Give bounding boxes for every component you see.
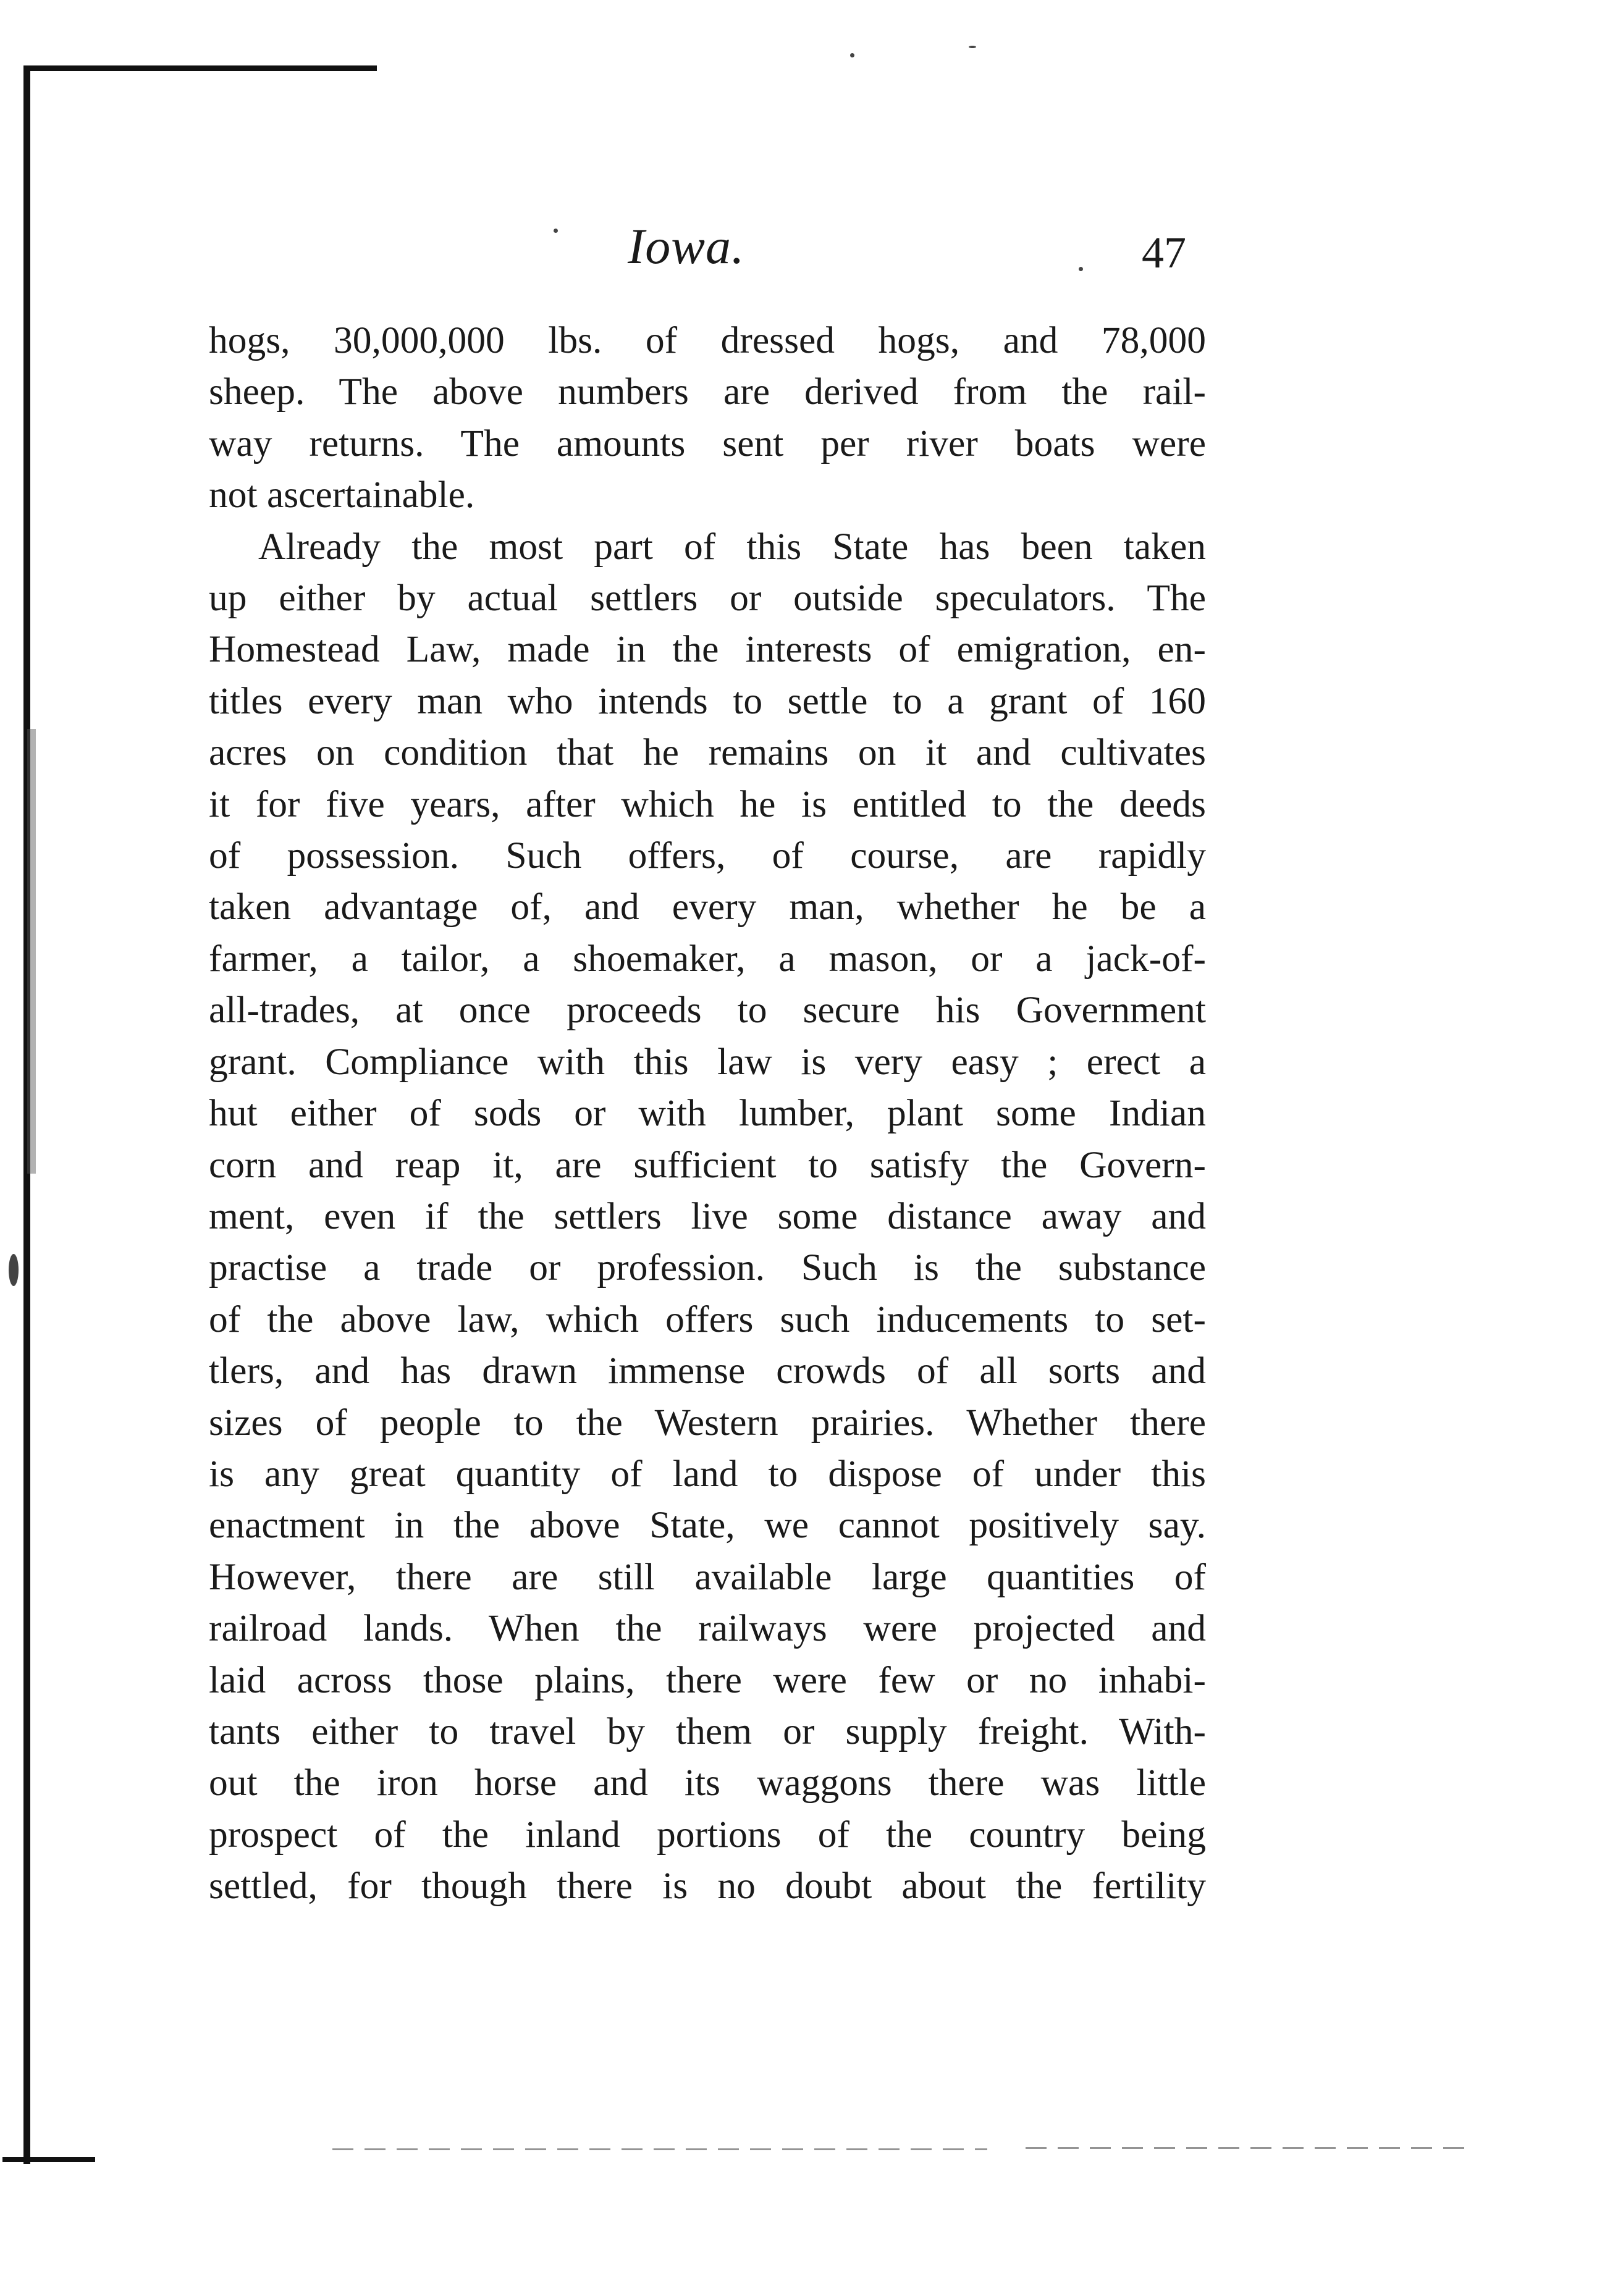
scan-speck (1079, 267, 1083, 271)
running-head: Iowa. (628, 218, 745, 274)
text-line: tants either to travel by them or supply freight. With- (209, 1710, 1206, 1752)
text-line: farmer, a tailor, a shoemaker, a mason, or a jack-of- (209, 937, 1206, 980)
text-line: laid across those plains, there were few or no inhabi- (209, 1659, 1206, 1701)
text-line: tlers, and has drawn immense crowds of all sorts and (209, 1350, 1206, 1392)
text-line: way returns. The amounts sent per river boats were (209, 422, 1206, 465)
text-line: all-trades, at once proceeds to secure his Government (209, 989, 1206, 1032)
text-line: up either by actual settlers or outside speculators. The (209, 577, 1206, 620)
text-line: prospect of the inland portions of the country being (209, 1813, 1206, 1856)
text-line: taken advantage of, and every man, whether he be a (209, 886, 1206, 928)
page-number: 47 (1142, 228, 1186, 277)
text-line: settled, for though there is no doubt about the fertility (209, 1865, 1206, 1907)
scan-edge-noise (27, 729, 36, 1174)
scan-speck (850, 53, 854, 57)
text-line: sheep. The above numbers are derived from the rail- (209, 371, 1206, 413)
text-line: grant. Compliance with this law is very easy ; erect a (209, 1040, 1206, 1083)
text-line: of possession. Such offers, of course, are rapidly (209, 835, 1206, 877)
text-line: However, there are still available large quantities of (209, 1555, 1206, 1598)
scan-speck (9, 1254, 19, 1286)
scan-speck (554, 229, 558, 233)
text-line: is any great quantity of land to dispose of under this (209, 1452, 1206, 1495)
text-line: sizes of people to the Western prairies. Whether there (209, 1401, 1206, 1444)
text-line: corn and reap it, are sufficient to satisfy the Govern- (209, 1143, 1206, 1186)
text-line: enactment in the above State, we cannot positively say. (209, 1504, 1206, 1547)
scan-dash-line (1026, 2147, 1470, 2149)
paragraph-1 (209, 315, 1206, 521)
text-line: out the iron horse and its waggons there was little (209, 1762, 1206, 1804)
scan-dash-line (332, 2148, 987, 2150)
page-border-top (23, 65, 377, 71)
text-line: hogs, 30,000,000 lbs. of dressed hogs, and 78,000 (209, 319, 1206, 361)
scan-speck (969, 46, 976, 48)
page-border-bottom (2, 2157, 95, 2162)
text-line: hut either of sods or with lumber, plant some Indian (209, 1092, 1206, 1135)
text-line: Homestead Law, made in the interests of emigration, en- (209, 628, 1206, 671)
text-line: titles every man who intends to settle to a grant of 160 (209, 679, 1206, 722)
text-line: of the above law, which offers such inducements to set- (209, 1298, 1206, 1340)
text-line: it for five years, after which he is entitled to the deeds (209, 783, 1206, 825)
text-line: practise a trade or profession. Such is the substance (209, 1247, 1206, 1289)
text-line: railroad lands. When the railways were projected and (209, 1607, 1206, 1650)
text-line: Already the most part of this State has been taken (258, 525, 1206, 568)
text-line: not ascertainable. (209, 474, 475, 516)
text-line: acres on condition that he remains on it and cultivates (209, 731, 1206, 774)
paragraph-2 (209, 521, 1206, 1912)
body-text (209, 315, 1206, 1912)
text-line: ment, even if the settlers live some distance away and (209, 1195, 1206, 1237)
